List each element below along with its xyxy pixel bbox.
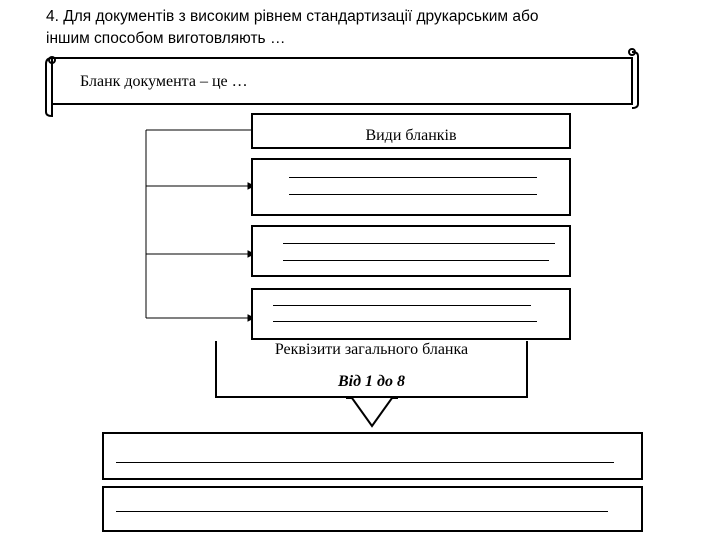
answer-box-1[interactable] <box>102 432 643 480</box>
form-type-box-1[interactable] <box>251 158 571 216</box>
requisites-range: Від 1 до 8 <box>338 373 405 390</box>
blank-line <box>289 194 537 195</box>
scroll-label: Бланк документа – це … <box>80 73 248 90</box>
blank-line <box>283 243 555 244</box>
form-type-box-3[interactable] <box>251 288 571 340</box>
question-line-2: іншим способом виготовляють … <box>46 30 286 47</box>
form-type-box-2[interactable] <box>251 225 571 277</box>
requisites-box <box>215 341 528 398</box>
question-line-1: 4. Для документів з високим рівнем стандартизації друкарським або <box>46 8 539 25</box>
blank-line <box>289 177 537 178</box>
answer-box-2[interactable] <box>102 486 643 532</box>
blank-line <box>116 462 614 463</box>
forms-title-box <box>251 113 571 149</box>
blank-line <box>273 305 531 306</box>
requisites-title: Реквізити загального бланка <box>274 341 469 358</box>
blank-line <box>116 511 608 512</box>
blank-line <box>273 321 537 322</box>
forms-title: Види бланків <box>365 127 457 144</box>
blank-line <box>283 260 549 261</box>
